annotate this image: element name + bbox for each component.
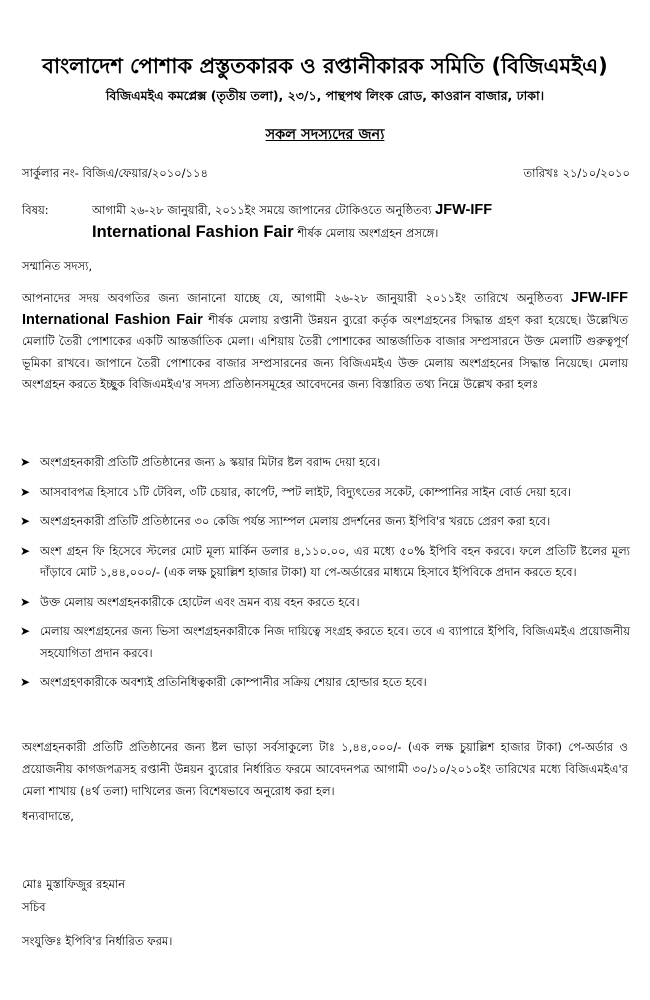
list-item	[20, 452, 630, 474]
closing-paragraph: অংশগ্রহনকারী প্রতিটি প্রতিষ্ঠানের জন্য ষ্টল ভাড়া সর্বসাকুল্যে টাঃ ১,৪৪,০০০/- (এক লক্ষ চুয়াল্লিশ হাজার টাকা) পে-অর্ডার ও প্রয়োজনীয় কাগজপত্রসহ রপ্তানী উন্নয়ন ব্যুরোর নির্ধারিত ফরমে আবেদনপত্র আগামী ৩০/১০/২০১০ইং তারিখের মধ্যে বিজিএমইএ'র মেলা শাখায় (৪র্থ তলা) দাখিলের জন্য বিশেষভাবে অনুরোধ করা হল।	[22, 740, 628, 798]
list-item	[20, 592, 630, 614]
list-item	[20, 672, 630, 694]
list-item-text: উক্ত মেলায় অংশগ্রহনকারীকে হোটেল এবং ভ্রমন ব্যয় বহন করতে হবে।	[40, 594, 360, 609]
signatory-designation: সচিব	[22, 900, 46, 914]
list-item-text: অংশগ্রহণকারীকে অবশ্যই প্রতিনিধিত্বকারী কোম্পানীর সক্রিয় শেয়ার হোল্ডার হতে হবে।	[40, 675, 427, 689]
arrow-right-icon: ➤	[20, 675, 31, 689]
body-text-1: আপনাদের সদয় অবগতির জন্য জানানো যাচ্ছে যে, আগামী ২৬-২৮ জানুয়ারী ২০১১ইং তারিখে অনুষ্ঠিতব্য	[22, 291, 572, 305]
arrow-right-icon: ➤	[20, 514, 31, 528]
subject-line-1	[22, 199, 622, 221]
body-event-code: JFW-IFF	[571, 290, 628, 306]
arrow-right-icon: ➤	[20, 455, 31, 469]
subject-event-code: JFW-IFF	[435, 202, 493, 218]
organization-address: বিজিএমইএ কমপ্লেক্স (তৃতীয় তলা), ২৩/১, পান্থপথ লিংক রোড, কাওরান বাজার, ঢাকা।	[105, 88, 545, 103]
circular-number: সার্কুলার নং- বিজিএ/ফেয়ার/২০১০/১১৪	[22, 166, 208, 180]
list-item	[20, 621, 630, 664]
details-list	[20, 452, 630, 694]
list-item	[20, 511, 630, 533]
salutation: সম্মানিত সদস্য,	[22, 259, 93, 273]
arrow-right-icon: ➤	[20, 594, 31, 609]
arrow-right-icon: ➤	[20, 624, 31, 638]
organization-title: বাংলাদেশ পোশাক প্রস্তুতকারক ও রপ্তানীকারক সমিতি (বিজিএমইএ)	[42, 54, 608, 78]
list-item-text: অংশগ্রহনকারী প্রতিটি প্রতিষ্ঠানের জন্য ৯ স্কয়ার মিটার ষ্টল বরাদ্দ দেয়া হবে।	[40, 455, 381, 469]
subject-text-2: শীর্ষক মেলায় অংশগ্রহন প্রসঙ্গে।	[293, 226, 439, 240]
list-item-text: অংশ গ্রহন ফি হিসেবে স্টলের মোট মূল্য মার্কিন ডলার ৪,১১০.০০, এর মধ্যে ৫০% ইপিবি বহন করবে। ফলে প্রতিটি ষ্টলের মূল্য দাঁড়াবে মোট ১,৪৪,০০০/- (এক লক্ষ চুয়াল্লিশ হাজার টাকা) যা পে-অর্ডারের মাধ্যমে হিসাবে ইপিবিকে প্রদান করতে হবে।	[40, 543, 630, 579]
arrow-right-icon: ➤	[20, 543, 31, 558]
body-text-2: শীর্ষক মেলায় রপ্তানী উন্নয়ন ব্যুরো কর্তৃক অংশগ্রহনের সিদ্ধান্ত গ্রহণ করা হয়েছে। উল্লেখিত মেলাটি তৈরী পোশাকের একটি আন্তর্জাতিক মেলা। এশিয়ায় তৈরী পোশাকের আন্তর্জাতিক বাজার সম্প্রসারনে উক্ত মেলাটি গুরুত্বপূর্ণ ভূমিকা রাখবে। জাপানে তৈরী পোশাকের বাজার সম্প্রসারনের জন্য বিজিএমইএ উক্ত মেলায় অংশগ্রহনের সিদ্ধান্ত নিয়েছে। মেলায় অংশগ্রহন করতে ইচ্ছুক বিজিএমইএ'র সদস্য প্রতিষ্ঠানসমূহের আবেদনের জন্য বিস্তারিত তথ্য নিম্নে উল্লেখ করা হলঃ	[22, 312, 628, 391]
arrow-right-icon: ➤	[20, 484, 31, 499]
list-item-text: আসবাবপত্র হিসাবে ১টি টেবিল, ৩টি চেয়ার, কার্পেট, স্পট লাইট, বিদ্যুৎতের সকেট, কোম্পানির সাইন বোর্ড দেয়া হবে।	[40, 484, 572, 499]
subject-line-2	[22, 221, 622, 244]
closing-thanks: ধন্যবাদান্তে,	[22, 809, 74, 823]
circular-date: তারিখঃ ২১/১০/২০১০	[523, 166, 630, 180]
enclosure-note: সংযুক্তিঃ ইপিবি'র নির্ধারিত ফরম।	[22, 934, 173, 948]
subject-label: বিষয়:	[22, 203, 49, 217]
list-item-text: অংশগ্রহনকারী প্রতিটি প্রতিষ্ঠানের ৩০ কেজি পর্যন্ত স্যাম্পল মেলায় প্রদর্শনের জন্য ইপিবি'র খরচে প্রেরণ করা হবে।	[40, 514, 551, 528]
list-item	[20, 482, 630, 504]
subject-block	[22, 199, 622, 244]
body-paragraph	[22, 288, 628, 396]
subject-fair-name: International Fashion Fair	[92, 223, 294, 241]
subject-text-1: আগামী ২৬-২৮ জানুয়ারী, ২০১১ইং সময়ে জাপানের টোকিওতে অনুষ্ঠিতব্য	[92, 203, 432, 217]
audience-heading: সকল সদস্যদের জন্য	[265, 127, 385, 143]
list-item	[20, 541, 630, 584]
body-fair-name: International Fashion Fair	[22, 311, 203, 328]
list-item-text: মেলায় অংশগ্রহনের জন্য ভিসা অংশগ্রহনকারীকে নিজ দায়িত্বে সংগ্রহ করতে হবে। তবে এ ব্যাপারে ইপিবি, বিজিএমইএ প্রয়োজনীয় সহযোগিতা প্রদান করবে।	[40, 624, 630, 660]
signatory-name: মোঃ মুস্তাফিজুর রহমান	[22, 877, 126, 891]
